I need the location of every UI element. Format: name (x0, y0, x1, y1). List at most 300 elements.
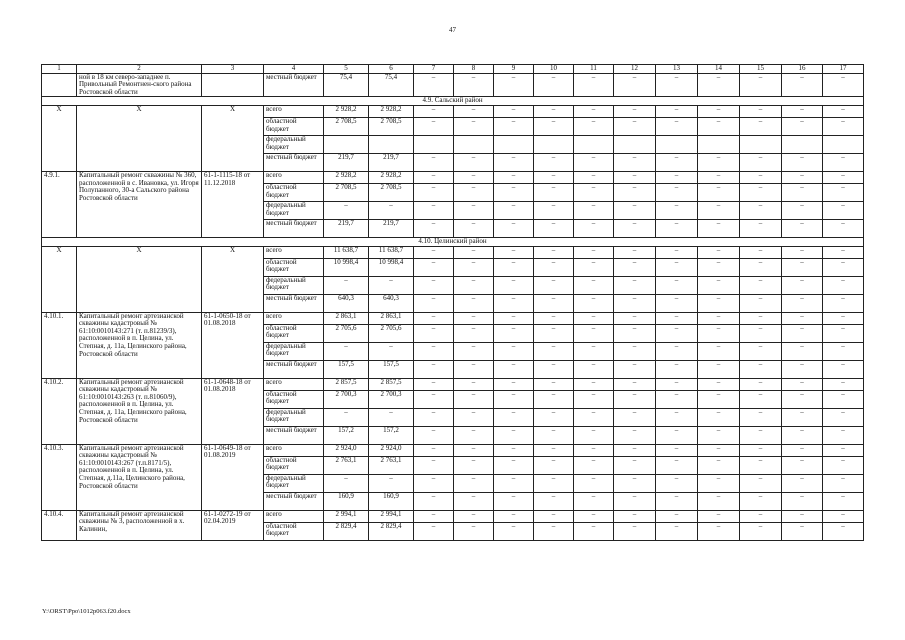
value-col17-line: – (823, 325, 863, 343)
value-col12-line (614, 136, 655, 154)
value-col6-line: 2 705,6 (369, 325, 413, 343)
funding-source: местный бюджет (264, 73, 324, 97)
value-col11-line: – (574, 325, 613, 343)
footer-file-path: Y:\ORST\Ppo\1012p063.f20.docx (42, 608, 131, 615)
value-col15-line: – (758, 218, 763, 227)
column-number: 1 (42, 65, 77, 74)
object-description: Капитальный ремонт скважины № 360, расположенной в с. Ивановка, ул. Игоря Полупанного, 30-а Сальского района Ростовской области (77, 171, 202, 237)
value-col6 (369, 105, 414, 171)
value-col17 (823, 171, 864, 237)
value-col10 (534, 246, 574, 312)
object-description: Капитальный ремонт артезианской скважины № 3, расположенной в х. Калинин, (77, 510, 202, 540)
section-header-row (42, 97, 864, 106)
funding-source-line: всего (264, 313, 323, 325)
value-col13-line: – (674, 218, 679, 227)
value-col16-line: – (782, 184, 822, 202)
value-col17-line: – (823, 118, 863, 136)
value-col12-line: – (614, 475, 655, 493)
value-col7 (414, 246, 454, 312)
value-col14 (698, 171, 740, 237)
value-col9-line: – (494, 118, 533, 136)
value-col14-line: – (698, 409, 739, 427)
value-col7-line: – (414, 184, 453, 202)
value-col9-line: – (511, 218, 516, 227)
value-col11: – (574, 73, 614, 97)
column-number: 17 (823, 65, 864, 74)
value-col5-line: 2 708,5 (324, 118, 368, 136)
value-col14-line: – (716, 359, 721, 368)
value-col17-line: – (823, 445, 863, 457)
value-col11-line: – (591, 425, 596, 434)
value-col15-line: – (758, 521, 763, 530)
value-col14-line: – (698, 247, 739, 259)
value-col8-line: – (454, 184, 493, 202)
funding-source-line: областной бюджет (264, 391, 323, 409)
value-col8-line: – (471, 491, 476, 500)
value-col16-line: – (782, 379, 822, 391)
value-col12-line: – (614, 172, 655, 184)
value-col5-line: 2 708,5 (324, 184, 368, 202)
value-col6-line: 219,7 (383, 152, 399, 161)
value-col15 (740, 246, 782, 312)
value-col16: – (782, 73, 823, 97)
value-col13-line: – (656, 445, 697, 457)
value-col10 (534, 171, 574, 237)
value-col11 (574, 510, 614, 540)
column-number: 11 (574, 65, 614, 74)
value-col15-line: – (740, 343, 781, 361)
value-col14 (698, 444, 740, 510)
value-col10-line: – (534, 172, 573, 184)
funding-source-line: федеральный бюджет (264, 277, 323, 295)
value-col13 (656, 105, 698, 171)
value-col15-line: – (740, 106, 781, 118)
funding-source-line: всего (264, 379, 323, 391)
value-col12-line: – (614, 379, 655, 391)
value-col13: – (656, 73, 698, 97)
value-col5 (324, 378, 369, 444)
cell-number: 4.10.4. (42, 510, 77, 540)
value-col13-line: – (656, 118, 697, 136)
value-col16-line: – (782, 391, 822, 409)
value-col15-line: – (740, 277, 781, 295)
value-col8: – (454, 73, 494, 97)
value-col10-line: – (534, 511, 573, 523)
value-col12-line: – (614, 247, 655, 259)
value-col17-line: – (823, 202, 863, 220)
value-col9 (494, 444, 534, 510)
value-col13-line: – (674, 293, 679, 302)
value-col15-line: – (740, 172, 781, 184)
value-col11-line: – (574, 277, 613, 295)
section-header-row (42, 237, 864, 246)
value-col8-line: – (471, 425, 476, 434)
funding-source (264, 378, 324, 444)
column-number: 12 (614, 65, 656, 74)
value-col7-line: – (414, 475, 453, 493)
value-col14-line (698, 136, 739, 154)
value-col11-line: – (574, 118, 613, 136)
value-col7-line: – (431, 425, 436, 434)
value-col17-line: – (823, 391, 863, 409)
document-reference (202, 73, 264, 97)
value-col15-line: – (740, 247, 781, 259)
value-col17-line: – (841, 491, 845, 500)
value-col17-line: – (841, 152, 845, 161)
value-col5 (324, 171, 369, 237)
value-col7-line: – (414, 172, 453, 184)
value-col5-line: 2 700,3 (324, 391, 368, 409)
value-col16-line: – (782, 409, 822, 427)
value-col12-line: – (614, 343, 655, 361)
funding-source-line: местный бюджет (266, 152, 317, 161)
value-col8-line: – (471, 359, 476, 368)
value-col14-line: – (698, 172, 739, 184)
value-col15-line: – (740, 259, 781, 277)
value-col16 (782, 246, 823, 312)
value-col10-line: – (534, 313, 573, 325)
value-col15 (740, 105, 782, 171)
value-col17-line: – (823, 184, 863, 202)
value-col15 (740, 378, 782, 444)
column-number: 3 (202, 65, 264, 74)
value-col16 (782, 510, 823, 540)
value-col6-line: 2 863,1 (369, 313, 413, 325)
document-reference: Х (202, 105, 264, 171)
value-col7 (414, 312, 454, 378)
cell-number: 4.9.1. (42, 171, 77, 237)
value-col8-line: – (454, 343, 493, 361)
value-col8-line: – (454, 247, 493, 259)
value-col7 (414, 444, 454, 510)
value-col5 (324, 246, 369, 312)
value-col6 (369, 312, 414, 378)
value-col7: – (414, 73, 454, 97)
value-col15-line: – (740, 409, 781, 427)
value-col7-line: – (414, 106, 453, 118)
value-col5-line: 2 829,4 (335, 521, 357, 530)
value-col9 (494, 510, 534, 540)
value-col16-line (782, 136, 822, 154)
value-col7-line: – (414, 313, 453, 325)
value-col6-line: 640,3 (383, 293, 399, 302)
value-col15-line: – (740, 313, 781, 325)
value-col17: – (823, 73, 864, 97)
value-col8 (454, 510, 494, 540)
value-col15-line: – (740, 118, 781, 136)
value-col8-line: – (454, 172, 493, 184)
value-col7-line: – (431, 218, 436, 227)
value-col9-line: – (511, 359, 516, 368)
value-col16-line: – (782, 325, 822, 343)
value-col9-line: – (494, 409, 533, 427)
value-col14 (698, 510, 740, 540)
value-col17 (823, 444, 864, 510)
value-col15-line: – (758, 359, 763, 368)
row-4-10-4 (42, 510, 864, 540)
value-col13-line: – (674, 521, 679, 530)
value-col13-line: – (674, 425, 679, 434)
value-col5 (324, 444, 369, 510)
value-col10 (534, 312, 574, 378)
value-col8-line: – (471, 521, 476, 530)
value-col9-line: – (494, 445, 533, 457)
value-col12-line: – (614, 409, 655, 427)
value-col14-line: – (698, 202, 739, 220)
cell-number: 4.10.3. (42, 444, 77, 510)
value-col15-line: – (758, 425, 763, 434)
value-col16-line: – (782, 172, 822, 184)
value-col16-line: – (782, 475, 822, 493)
value-col12-line: – (614, 511, 655, 523)
value-col15-line (740, 136, 781, 154)
value-col10-line (534, 136, 573, 154)
value-col13 (656, 246, 698, 312)
row-4-10-2 (42, 378, 864, 444)
value-col14 (698, 378, 740, 444)
value-col9-line: – (494, 277, 533, 295)
value-col17-line: – (823, 475, 863, 493)
funding-source-line: областной бюджет (264, 457, 323, 475)
value-col9-line: – (494, 325, 533, 343)
value-col12 (614, 378, 656, 444)
value-col10-line: – (551, 218, 556, 227)
value-col16-line: – (800, 293, 804, 302)
value-col8-line: – (454, 106, 493, 118)
value-col7-line: – (414, 511, 453, 523)
value-col5-line: 2 928,2 (324, 172, 368, 184)
value-col16-line: – (782, 259, 822, 277)
value-col17-line: – (841, 293, 845, 302)
row-4-10-1 (42, 312, 864, 378)
value-col9-line: – (494, 202, 533, 220)
value-col7-line (414, 136, 453, 154)
section-title: 4.10. Целинский район (42, 237, 864, 246)
value-col12-line: – (632, 218, 637, 227)
value-col5 (324, 510, 369, 540)
value-col5-line: – (324, 475, 368, 493)
value-col16-line: – (782, 277, 822, 295)
value-col12-line: – (632, 491, 637, 500)
section-title: 4.9. Сальский район (42, 97, 864, 106)
value-col7-line: – (414, 118, 453, 136)
value-col8-line: – (454, 511, 493, 523)
value-col11-line: – (574, 313, 613, 325)
value-col16-line: – (782, 511, 822, 523)
cell-number: 4.10.1. (42, 312, 77, 378)
value-col8 (454, 444, 494, 510)
value-col17-line: – (823, 172, 863, 184)
budget-table (41, 64, 864, 541)
value-col10-line: – (551, 491, 556, 500)
value-col15-line: – (740, 325, 781, 343)
value-col17-line: – (823, 106, 863, 118)
value-col16 (782, 378, 823, 444)
value-col16-line: – (782, 247, 822, 259)
value-col7 (414, 378, 454, 444)
value-col17-line: – (823, 457, 863, 475)
value-col10-line: – (534, 409, 573, 427)
funding-source-line: всего (264, 247, 323, 259)
value-col7-line: – (431, 152, 436, 161)
value-col8 (454, 246, 494, 312)
value-col7-line: – (431, 521, 436, 530)
value-col9-line: – (494, 106, 533, 118)
value-col6-line: 160,9 (383, 491, 399, 500)
value-col15 (740, 510, 782, 540)
value-col6-line: 11 638,7 (369, 247, 413, 259)
value-col5-line: – (324, 277, 368, 295)
value-col8-line: – (454, 313, 493, 325)
page-number: 47 (449, 26, 456, 34)
funding-source (264, 510, 324, 540)
value-col17-line (823, 136, 863, 154)
value-col5-line: – (324, 409, 368, 427)
value-col12-line: – (614, 202, 655, 220)
value-col6-line: – (369, 475, 413, 493)
funding-source-line: федеральный бюджет (264, 409, 323, 427)
value-col13 (656, 444, 698, 510)
value-col16-line: – (782, 445, 822, 457)
value-col12-line: – (632, 359, 637, 368)
row-4-10-3 (42, 444, 864, 510)
value-col13-line: – (656, 202, 697, 220)
value-col6-line: 157,5 (383, 359, 399, 368)
value-col9: – (494, 73, 534, 97)
funding-source-line: местный бюджет (266, 425, 317, 434)
value-col7-line: – (414, 457, 453, 475)
value-col5-line: 2 857,5 (324, 379, 368, 391)
value-col11-line: – (574, 343, 613, 361)
column-number-row (42, 65, 864, 74)
value-col17 (823, 246, 864, 312)
value-col13-line: – (656, 325, 697, 343)
funding-source (264, 444, 324, 510)
value-col7-line: – (431, 491, 436, 500)
value-col12-line: – (614, 391, 655, 409)
value-col16-line: – (800, 152, 804, 161)
value-col15 (740, 312, 782, 378)
funding-source (264, 171, 324, 237)
value-col14-line: – (716, 425, 721, 434)
value-col8-line: – (454, 475, 493, 493)
value-col7-line: – (414, 445, 453, 457)
value-col13-line: – (656, 313, 697, 325)
value-col10-line: – (534, 118, 573, 136)
value-col13-line: – (656, 511, 697, 523)
value-col11-line: – (574, 457, 613, 475)
object-description: Х (77, 105, 202, 171)
value-col11 (574, 105, 614, 171)
object-description: Капитальный ремонт артезианской скважины кадастровый № 61:10:0010143:271 (т. п.81239/3), расположенной в п. Целина, ул. Степная, д. 11а, Целинского района, Ростовской области (77, 312, 202, 378)
value-col11-line: – (591, 293, 596, 302)
value-col9-line: – (494, 247, 533, 259)
value-col13-line: – (656, 457, 697, 475)
value-col14-line: – (698, 379, 739, 391)
value-col5 (324, 312, 369, 378)
value-col14-line: – (698, 343, 739, 361)
value-col14-line: – (698, 325, 739, 343)
value-col6-line: 219,7 (383, 218, 399, 227)
value-col6-line: 2 700,3 (369, 391, 413, 409)
funding-source (264, 246, 324, 312)
value-col15-line: – (758, 152, 763, 161)
column-number: 14 (698, 65, 740, 74)
value-col15-line: – (740, 379, 781, 391)
value-col9-line: – (511, 425, 516, 434)
column-number: 16 (782, 65, 823, 74)
value-col13-line: – (656, 172, 697, 184)
object-description: ной в 18 км северо-западнее п. Привольный Ремонтнен-ского района Ростовской области (77, 73, 202, 97)
value-col8 (454, 171, 494, 237)
value-col9-line: – (494, 343, 533, 361)
value-col5-line: 2 763,1 (324, 457, 368, 475)
value-col13-line: – (656, 106, 697, 118)
value-col10-line: – (534, 391, 573, 409)
value-col17-line: – (841, 359, 845, 368)
value-col8-line: – (454, 277, 493, 295)
value-col5-line: 157,2 (338, 425, 354, 434)
value-col13-line (656, 136, 697, 154)
value-col7-line: – (414, 259, 453, 277)
value-col10 (534, 105, 574, 171)
value-col10-line: – (534, 379, 573, 391)
funding-source-line: федеральный бюджет (264, 202, 323, 220)
value-col8-line: – (454, 457, 493, 475)
value-col11-line: – (574, 475, 613, 493)
value-col5-line: 2 705,6 (324, 325, 368, 343)
value-col6-line: – (369, 343, 413, 361)
value-col11-line: – (591, 359, 596, 368)
value-col7-line: – (431, 293, 436, 302)
value-col5-line (324, 136, 368, 154)
value-col14-line: – (716, 491, 721, 500)
value-col8 (454, 312, 494, 378)
funding-source-line: всего (264, 106, 323, 118)
value-col14 (698, 105, 740, 171)
value-col8-line: – (471, 152, 476, 161)
value-col12-line: – (614, 325, 655, 343)
value-col16-line: – (782, 106, 822, 118)
value-col14-line: – (716, 521, 721, 530)
value-col5 (324, 105, 369, 171)
funding-source-line: областной бюджет (264, 259, 323, 277)
value-col5-line: 2 863,1 (324, 313, 368, 325)
cell-number: Х (42, 105, 77, 171)
value-col15-line: – (740, 475, 781, 493)
value-col6-line: 2 928,2 (369, 172, 413, 184)
value-col13-line: – (656, 409, 697, 427)
value-col10-line: – (551, 359, 556, 368)
value-col16-line: – (782, 202, 822, 220)
value-col8-line: – (454, 325, 493, 343)
value-col9-line: – (511, 293, 516, 302)
document-reference: Х (202, 246, 264, 312)
value-col17-line: – (823, 343, 863, 361)
value-col9-line: – (494, 259, 533, 277)
value-col16-line: – (782, 118, 822, 136)
value-col12: – (614, 73, 656, 97)
value-col11 (574, 312, 614, 378)
value-col13-line: – (674, 152, 679, 161)
value-col6 (369, 444, 414, 510)
column-number: 10 (534, 65, 574, 74)
column-number: 4 (264, 65, 324, 74)
cell-number: Х (42, 246, 77, 312)
value-col17-line: – (841, 218, 845, 227)
value-col6-line: 2 829,4 (380, 521, 402, 530)
value-col10-line: – (534, 259, 573, 277)
